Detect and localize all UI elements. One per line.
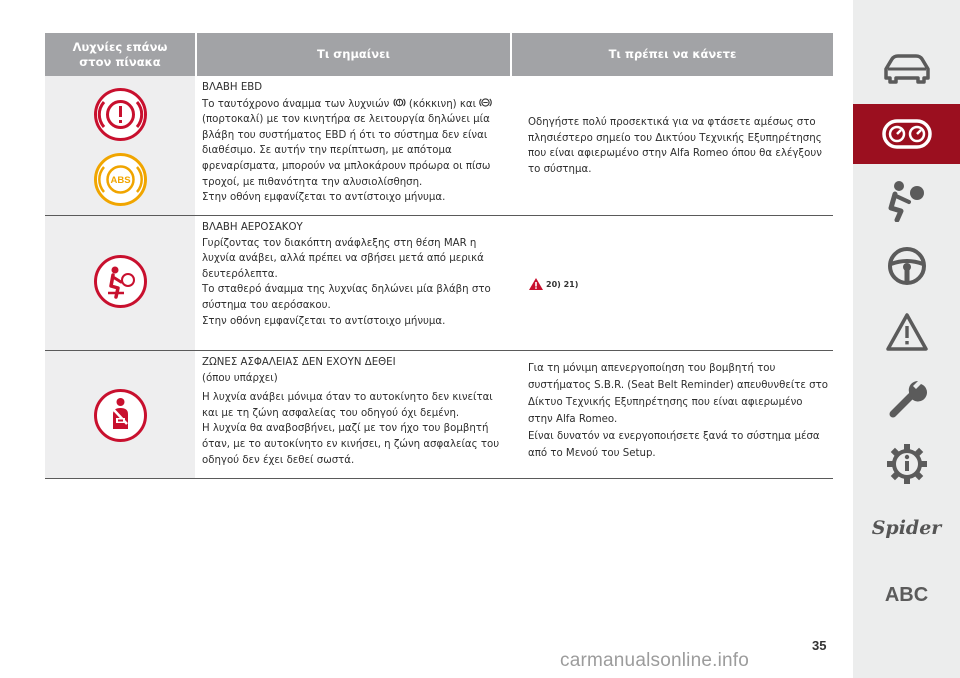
row2-refs-text: 20) 21) (546, 279, 579, 289)
chapter-sidebar (853, 0, 960, 678)
row1-line3: (πορτοκαλί) με τον κινητήρα σε λειτουργία δηλώνει μία (202, 114, 490, 126)
row3-action-line2: συστήματος S.B.R. (Seat Belt Reminder) απευθυνθείτε στο (528, 380, 828, 391)
header-meaning: Τι σημαίνει (197, 33, 510, 76)
row3-line2: (όπου υπάρχει) (202, 372, 278, 384)
row1-action (528, 115, 828, 177)
row3-line3: Η λυχνία ανάβει μόνιμα όταν το αυτοκίνητο δεν κινείται (202, 392, 493, 404)
spider-brand-logo[interactable]: Spider (871, 517, 942, 539)
row1-line-lamps (202, 96, 508, 113)
row1-line6: φρεναρίσματα, μπορούν να μπλοκάρουν πρόωρα οι πίσω (202, 160, 491, 172)
row1-action-line3: που είναι αφιερωμένο στην Alfa Romeo όπου θα ελέγξουν (528, 148, 822, 160)
row2-line3: λυχνία ανάβει, αλλά πρέπει να σβήσει μετά από μερικά (202, 253, 484, 265)
row3-line6: όταν, με το αυτοκίνητο εν κινήσει, η ζώνη ασφαλείας του (202, 438, 500, 450)
row3-title: ΖΩΝΕΣ ΑΣΦΑΛΕΙΑΣ ΔΕΝ ΕΧΟΥΝ ΔΕΘΕΙ (202, 357, 396, 368)
row-divider (45, 215, 833, 216)
row3-line4: και με τη ζώνη ασφαλείας του οδηγού όχι δεμένη. (202, 407, 460, 419)
seatbelt-warning-icon (94, 389, 147, 442)
row3-action-line4: στην Alfa Romeo. (528, 414, 618, 425)
steering-wheel-icon[interactable] (853, 236, 960, 296)
row3-action-line5: Είναι δυνατόν να ενεργοποιήσετε ξανά το σύστημα μέσα (528, 431, 820, 442)
brake-inline-icon (393, 96, 406, 109)
row2-line2: Γυρίζοντας τον διακόπτη ανάφλεξης στη θέση MAR η (202, 237, 477, 249)
row2-line5: Το σταθερό άναμμα της λυχνίας δηλώνει μία βλάβη στο (202, 284, 491, 296)
row3-line7: οδηγού δεν έχει δεθεί σωστά. (202, 454, 355, 466)
row3-meaning (202, 355, 508, 468)
row2-line6: σύστημα του αερόσακου. (202, 299, 331, 311)
row1-meaning (202, 80, 508, 206)
row1-action-line1: Οδηγήστε πολύ προσεκτικά για να φτάσετε αμέσως στο (528, 117, 816, 128)
abs-warning-icon (94, 153, 147, 206)
table-bottom-rule (45, 478, 833, 479)
warning-triangle-icon[interactable] (853, 302, 960, 362)
row1-action-line2: πλησιέστερο σημείο του Δικτύου Τεχνικής Εξυπηρέτησης (528, 132, 822, 144)
airbag-person-icon[interactable] (853, 170, 960, 230)
alphabetical-index-link[interactable]: ABC (884, 584, 929, 606)
row1-action-line4: το σύστημα. (528, 163, 592, 175)
row3-action (528, 360, 828, 462)
abs-label: ABS (110, 175, 131, 186)
row3-line5: Η λυχνία θα αναβοσβήνει, μαζί με τον ήχο του βομβητή (202, 423, 489, 435)
row2-title: ΒΛΑΒΗ ΑΕΡΟΣΑΚΟΥ (202, 222, 303, 233)
page-number: 35 (812, 638, 827, 653)
header-lamps-line1: Λυχνίες επάνω (72, 39, 168, 54)
row1-line5: διαθέσιμο. Σε αυτήν την περίπτωση, με απότομα (202, 145, 452, 157)
brake-warning-icon (94, 88, 147, 141)
row1-line-lamps-b: (κόκκινη) και (408, 98, 477, 110)
header-action: Τι πρέπει να κάνετε (512, 33, 833, 76)
row3-action-line1: Για τη μόνιμη απενεργοποίηση του βομβητή του (528, 363, 776, 374)
row2-meaning (202, 220, 508, 329)
car-icon[interactable] (853, 38, 960, 98)
info-gear-icon[interactable] (853, 434, 960, 494)
row1-line-lamps-a: Το ταυτόχρονο άναμμα των λυχνιών (202, 98, 390, 110)
row2-action-refs (528, 277, 578, 291)
dashboard-icon[interactable] (853, 104, 960, 164)
row3-action-line3: Δίκτυο Τεχνικής Εξυπηρέτησης που είναι αφιερωμένο (528, 397, 803, 408)
wrench-icon[interactable] (853, 368, 960, 428)
row2-line4: δευτερόλεπτα. (202, 268, 278, 280)
row1-title: ΒΛΑΒΗ EBD (202, 82, 263, 93)
abs-inline-icon (479, 96, 492, 109)
airbag-warning-icon (94, 255, 147, 308)
row1-line7: τροχοί, με πιθανότητα την αλυσιολίσθηση. (202, 176, 423, 188)
row-divider (45, 350, 833, 351)
row2-line7: Στην οθόνη εμφανίζεται το αντίστοιχο μήνυμα. (202, 315, 446, 327)
watermark: carmanualsonline.info (560, 650, 750, 671)
header-lamps (45, 33, 195, 76)
danger-triangle-icon (528, 277, 544, 291)
row1-line8: Στην οθόνη εμφανίζεται το αντίστοιχο μήνυμα. (202, 192, 446, 204)
row3-action-line6: από το Μενού του Setup. (528, 448, 656, 459)
row1-line4: βλάβη του συστήματος EBD ή ότι το σύστημα δεν είναι (202, 129, 488, 141)
header-lamps-line2: στον πίνακα (79, 54, 161, 69)
